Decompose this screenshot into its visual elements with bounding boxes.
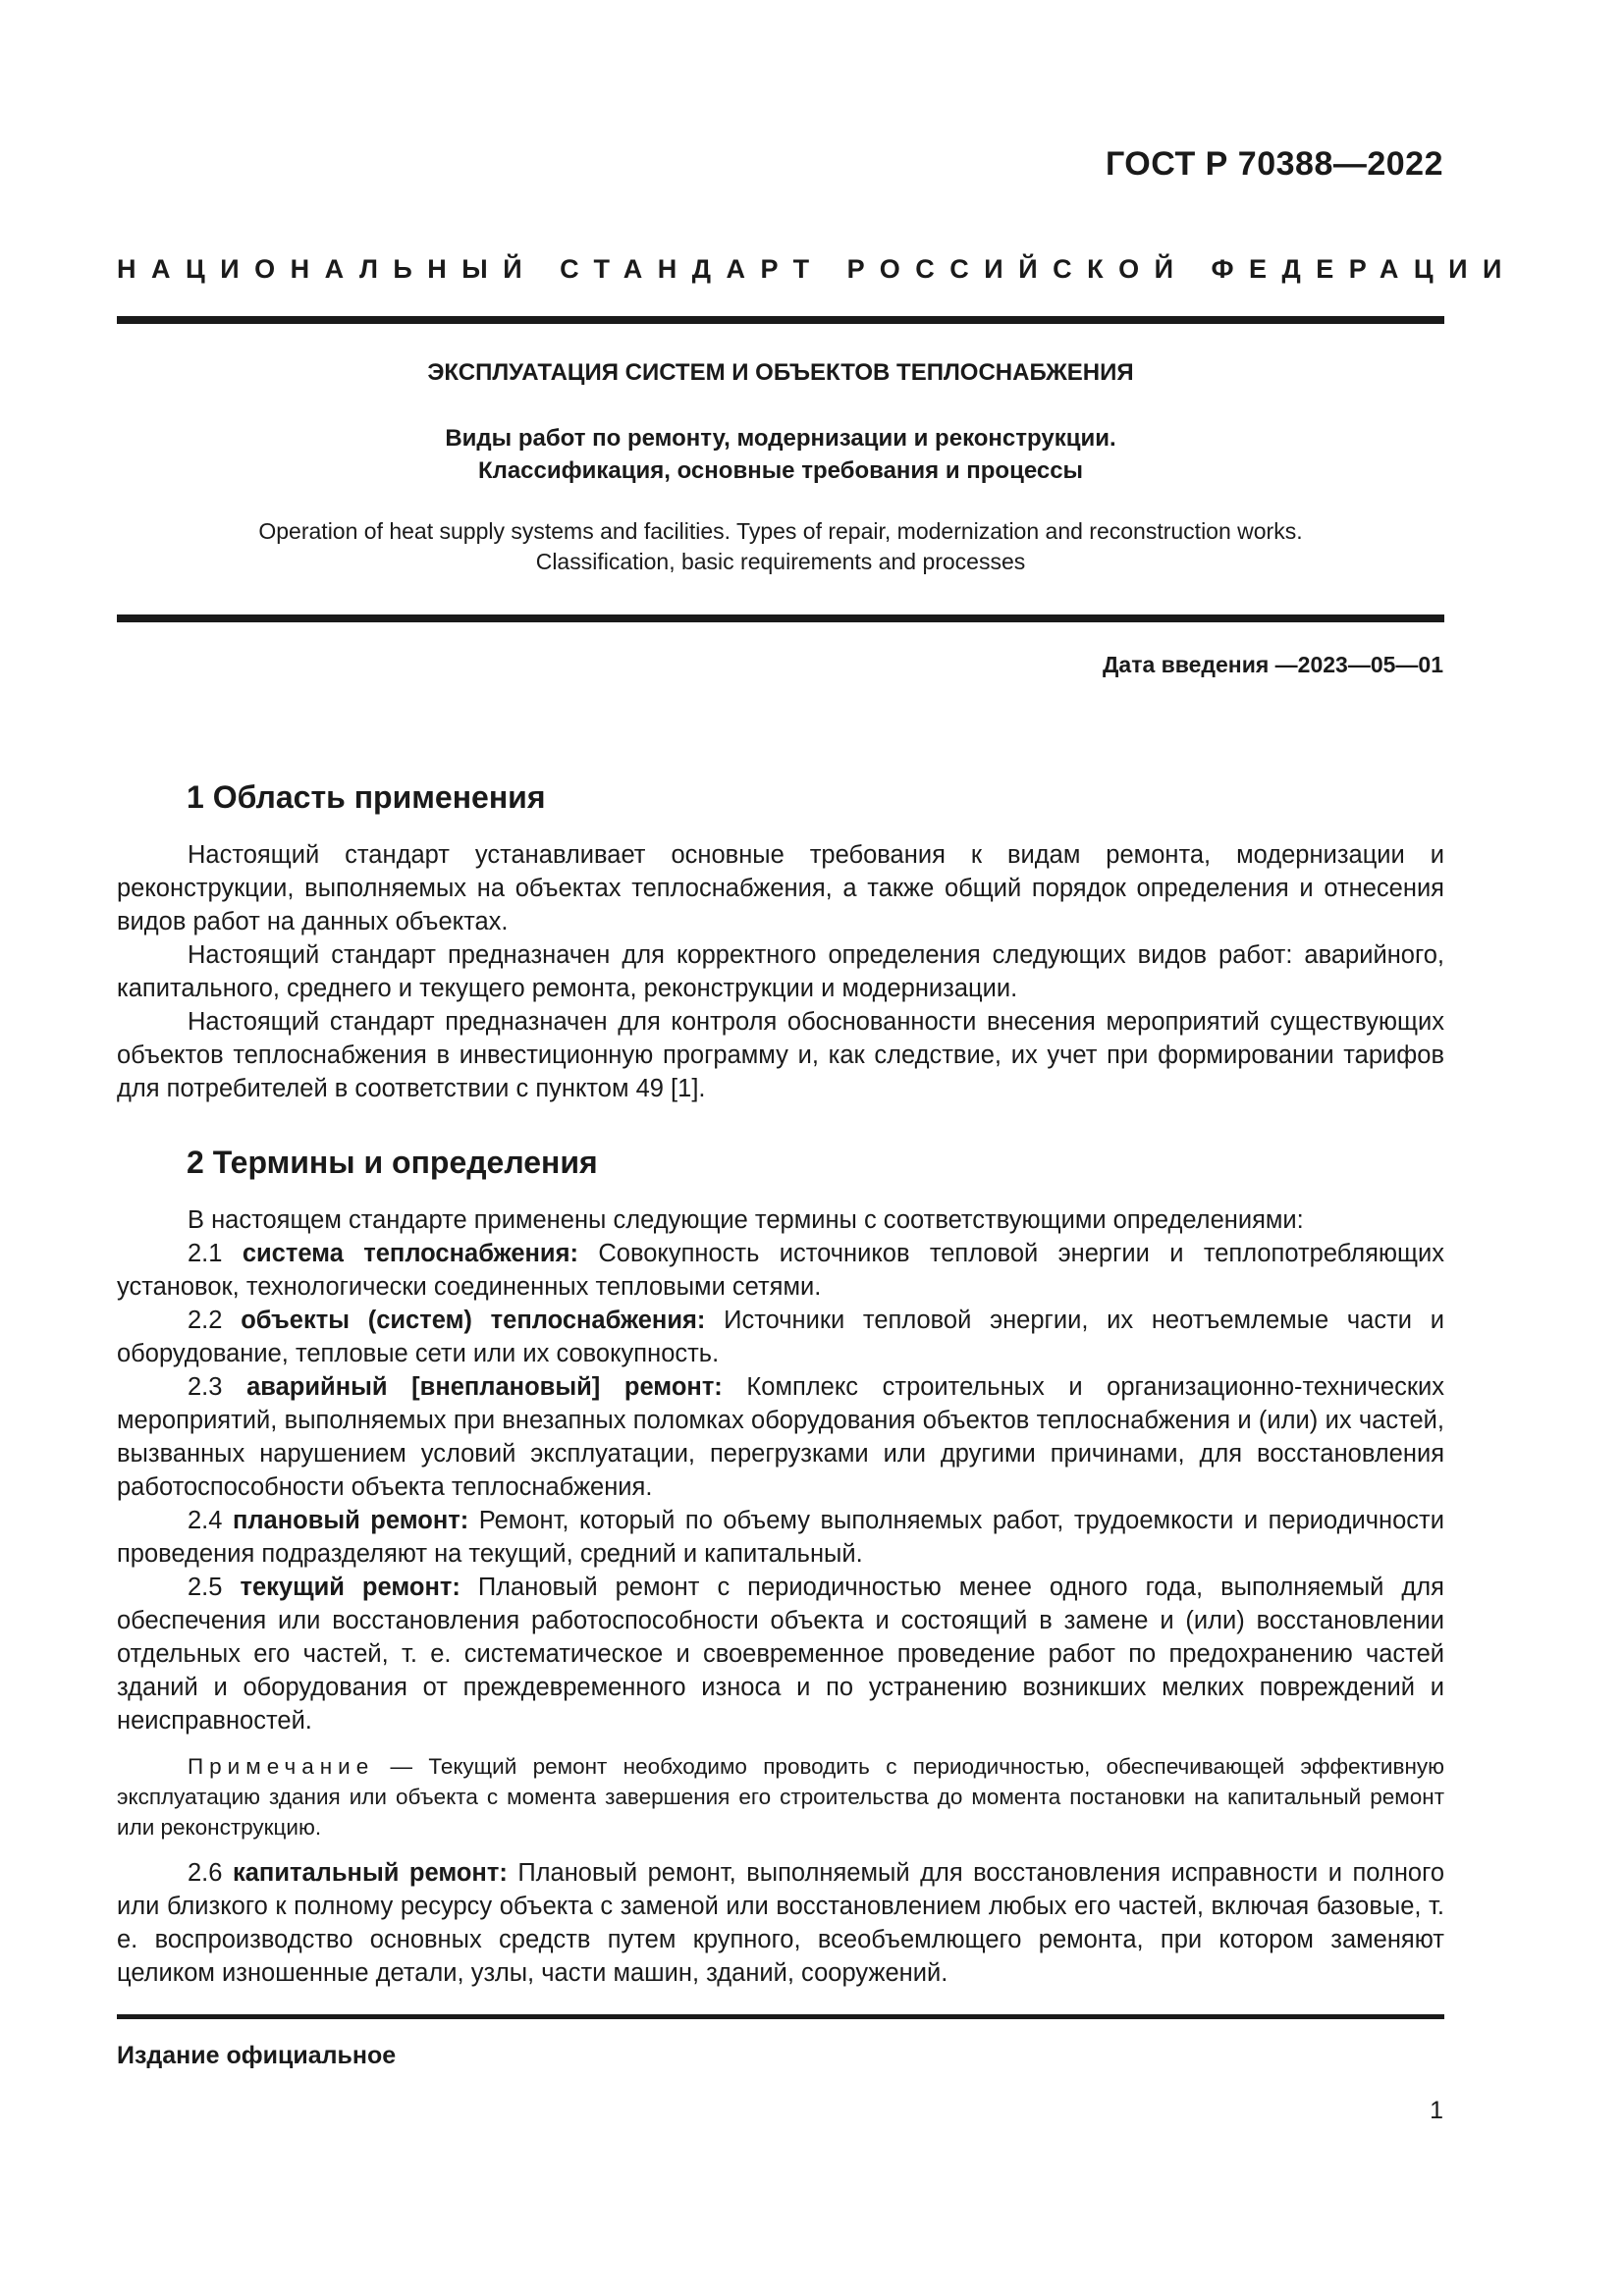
note-label: Примечание — [188, 1754, 375, 1779]
section-2-heading: 2 Термины и определения — [187, 1145, 598, 1180]
term-2-2 — [117, 1304, 1444, 1370]
subtitle-line-1: Виды работ по ремонту, модернизации и реконструкции. — [445, 425, 1116, 452]
section-1-paragraph: Настоящий стандарт предназначен для контроля обоснованности внесения мероприятий существующих объектов теплоснабжения в инвестиционную программу и, как следствие, их учет при формировании тарифов для потребителей в соответствии с пунктом 49 [1]. — [117, 1008, 1444, 1102]
term-label: капитальный ремонт: — [232, 1859, 508, 1887]
term-label: аварийный [внеплановый] ремонт: — [246, 1373, 723, 1401]
english-title-line-1: Operation of heat supply systems and facilities. Types of repair, modernization and reconstruction works. — [258, 518, 1303, 544]
term-label: объекты (систем) теплоснабжения: — [241, 1307, 706, 1334]
note — [117, 1751, 1444, 1842]
section-2-body — [117, 1203, 1444, 1990]
english-title-line-2: Classification, basic requirements and processes — [535, 549, 1026, 574]
top-divider — [117, 316, 1444, 324]
term-label: плановый ремонт: — [232, 1507, 469, 1534]
english-title — [117, 516, 1444, 577]
national-standard-banner: НАЦИОНАЛЬНЫЙ СТАНДАРТ РОССИЙСКОЙ ФЕДЕРАЦИИ — [117, 254, 1517, 284]
section-1-body — [117, 838, 1444, 1105]
term-number: 2.3 — [188, 1373, 223, 1401]
term-number: 2.1 — [188, 1240, 223, 1267]
page-number: 1 — [1430, 2097, 1443, 2124]
term-definition: Ремонт, который по объему выполняемых работ, трудоемкости и периодичности проведения подразделяют на текущий, средний и капитальный. — [117, 1507, 1444, 1568]
term-2-4 — [117, 1504, 1444, 1571]
term-number: 2.5 — [188, 1574, 223, 1601]
document-subtitle — [117, 422, 1444, 487]
note-text: — Текущий ремонт необходимо проводить с периодичностью, обеспечивающей эффективную эксплуатацию здания или объекта с момента завершения его строительства до момента постановки на капитальный ремонт или реконструкцию. — [117, 1754, 1444, 1840]
term-definition: Комплекс строительных и организационно-технических мероприятий, выполняемых при внезапных поломках оборудования объектов теплоснабжения и (или) их частей, вызванных нарушением условий эксплуатации, перегрузками или другими причинами, для восстановления работоспособности объекта теплоснабжения. — [117, 1373, 1444, 1501]
section-1-paragraph: Настоящий стандарт устанавливает основные требования к видам ремонта, модернизации и реконструкции, выполняемых на объектах теплоснабжения, а также общий порядок определения и отнесения видов работ на данных объектах. — [117, 841, 1444, 935]
term-number: 2.2 — [188, 1307, 223, 1334]
footer-divider — [117, 2014, 1444, 2019]
term-number: 2.6 — [188, 1859, 223, 1887]
term-2-6 — [117, 1856, 1444, 1990]
term-number: 2.4 — [188, 1507, 223, 1534]
term-2-1 — [117, 1237, 1444, 1304]
official-edition-label: Издание официальное — [117, 2042, 397, 2069]
term-definition: Плановый ремонт, выполняемый для восстановления исправности и полного или близкого к полному ресурсу объекта с заменой или восстановлением любых его частей, включая базовые, т. е. воспроизводство основных средств путем крупного, всеобъемлющего ремонта, при котором заменяют целиком изношенные детали, узлы, части машин, зданий, сооружений. — [117, 1859, 1444, 1987]
term-2-3 — [117, 1370, 1444, 1504]
term-definition: Совокупность источников тепловой энергии и теплопотребляющих установок, технологически соединенных тепловыми сетями. — [117, 1240, 1444, 1301]
section-1-paragraph: Настоящий стандарт предназначен для корректного определения следующих видов работ: аварийного, капитального, среднего и текущего ремонта, реконструкции и модернизации. — [117, 941, 1444, 1002]
section-2-intro: В настоящем стандарте применены следующие термины с соответствующими определениями: — [188, 1206, 1304, 1234]
title-divider — [117, 614, 1444, 622]
term-2-5 — [117, 1571, 1444, 1737]
section-1-heading: 1 Область применения — [187, 779, 546, 815]
document-code: ГОСТ Р 70388—2022 — [1105, 145, 1443, 183]
term-label: система теплоснабжения: — [242, 1240, 578, 1267]
term-label: текущий ремонт: — [240, 1574, 460, 1601]
document-title: ЭКСПЛУАТАЦИЯ СИСТЕМ И ОБЪЕКТОВ ТЕПЛОСНАБЖЕНИЯ — [427, 359, 1134, 386]
introduction-date: Дата введения —2023—05—01 — [1103, 652, 1443, 677]
term-definition: Плановый ремонт с периодичностью менее одного года, выполняемый для обеспечения или восстановления работоспособности объекта и состоящий в замене и (или) восстановлении отдельных его частей, т. е. систематическое и своевременное проведение работ по предохранению частей зданий и оборудования от преждевременного износа и по устранению возникших мелких повреждений и неисправностей. — [117, 1574, 1444, 1735]
subtitle-line-2: Классификация, основные требования и процессы — [477, 457, 1084, 484]
term-definition: Источники тепловой энергии, их неотъемлемые части и оборудование, тепловые сети или их совокупность. — [117, 1307, 1444, 1367]
